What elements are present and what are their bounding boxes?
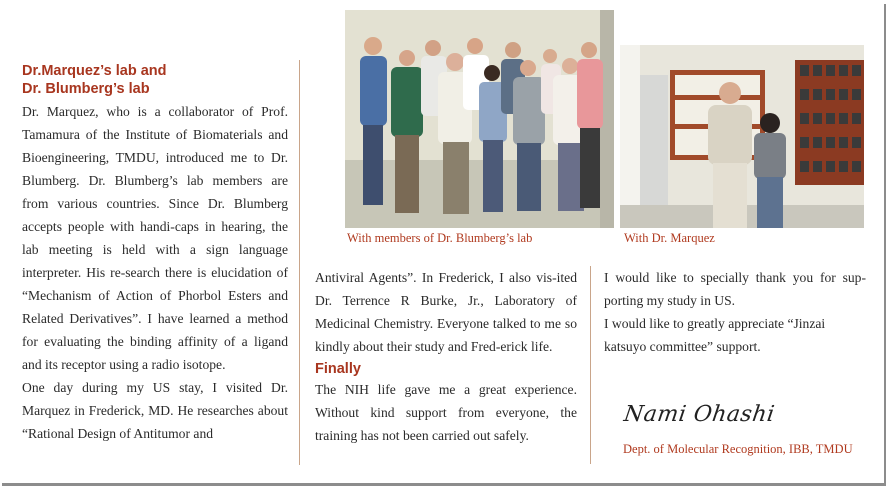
pair-photo-image — [620, 45, 864, 228]
author-signature: Nami Ohashi — [622, 402, 777, 427]
newsletter-page — [2, 4, 886, 486]
column-left — [22, 62, 288, 445]
column-divider-2 — [590, 266, 591, 464]
finally-heading: Finally — [315, 361, 361, 377]
paragraph-lab-intro: Dr. Marquez, who is a collaborator of Prof. Tamamura of the Institute of Biomaterials and Bioengineering, TMDU, introduced me to Dr. Blumberg. Dr. Blumberg’s lab members are from various countries. Since Dr. Blumberg accepts people with handi-caps in hearing, the lab meeting is held with a sign language interpreter. His re-search there is elucidation of “Mechanism of Action of Phorbol Esters and Related Derivatives”. I have learned a method for evaluating the binding affinity of a ligand and its receptor using a radio isotope. — [22, 104, 288, 372]
column-right — [604, 266, 866, 358]
group-photo — [345, 10, 614, 228]
pair-photo-caption: With Dr. Marquez — [624, 231, 715, 245]
paragraph-frederick-visit: One day during my US stay, I visited Dr. Marquez in Frederick, MD. He researches about “Rational Design of Antitumor and — [22, 380, 288, 441]
paragraph-thanks: I would like to specially thank you for sup-porting my study in US. — [604, 270, 866, 308]
column-middle — [315, 266, 577, 447]
author-department: Dept. of Molecular Recognition, IBB, TMDU — [623, 442, 853, 456]
paragraph-frederick-continued: Antiviral Agents”. In Frederick, I also vis-ited Dr. Terrence R Burke, Jr., Laboratory of Medicinal Chemistry. Everyone talked to me so kindly about their study and Fred-erick life. — [315, 270, 577, 354]
group-photo-image — [345, 10, 614, 228]
section-heading — [22, 62, 288, 98]
group-photo-caption: With members of Dr. Blumberg’s lab — [347, 231, 533, 245]
heading-line-1: Dr.Marquez’s lab and — [22, 63, 167, 79]
heading-line-2: Dr. Blumberg’s lab — [22, 81, 150, 97]
paragraph-nih-life: The NIH life gave me a great experience. Without kind support from everyone, the training has not been carried out safely. — [315, 382, 577, 443]
column-divider-1 — [299, 60, 300, 465]
pair-photo — [620, 45, 864, 228]
paragraph-appreciation: I would like to greatly appreciate “Jinzai katsuyo committee” support. — [604, 316, 826, 354]
